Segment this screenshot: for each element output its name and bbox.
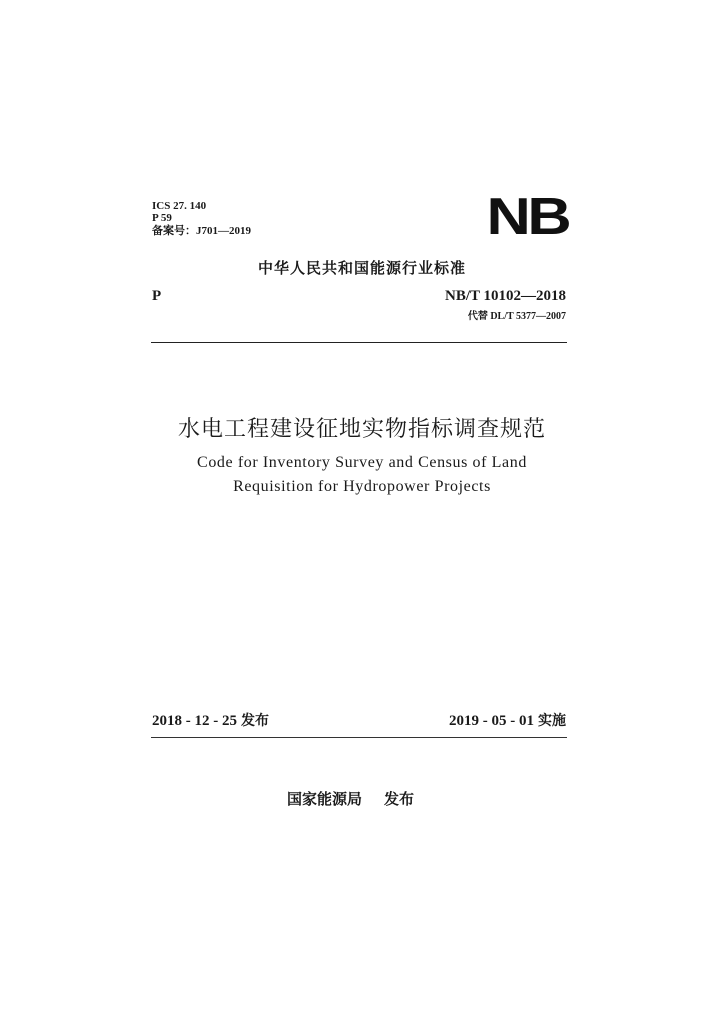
effective-date-label: 实施 xyxy=(538,713,566,729)
publisher xyxy=(287,790,414,808)
header-divider xyxy=(151,342,567,343)
filing-number: 备案号：J701—2019 xyxy=(152,225,251,237)
effective-date xyxy=(449,712,566,730)
standard-type: 中华人民共和国能源行业标准 xyxy=(257,259,466,277)
issue-date-value: 2018 - 12 - 25 xyxy=(152,713,237,729)
effective-date-value: 2019 - 05 - 01 xyxy=(449,713,534,729)
ccs-code: P 59 xyxy=(152,212,172,224)
classification-code: P xyxy=(152,288,162,304)
replaces-standard: 代替 DL/T 5377—2007 xyxy=(467,311,566,322)
publisher-name: 国家能源局 xyxy=(287,790,363,808)
title-english-line-2: Requisition for Hydropower Projects xyxy=(233,478,491,495)
ics-code: ICS 27. 140 xyxy=(152,200,207,212)
title-chinese: 水电工程建设征地实物指标调查规范 xyxy=(177,417,546,442)
publisher-action: 发布 xyxy=(384,790,415,808)
nb-logo: NB xyxy=(486,188,568,246)
issue-date-label: 发布 xyxy=(241,713,269,729)
date-divider xyxy=(151,737,567,738)
standard-number: NB/T 10102—2018 xyxy=(445,288,566,304)
title-english-line-1: Code for Inventory Survey and Census of Land xyxy=(197,454,527,471)
issue-date xyxy=(152,712,269,730)
